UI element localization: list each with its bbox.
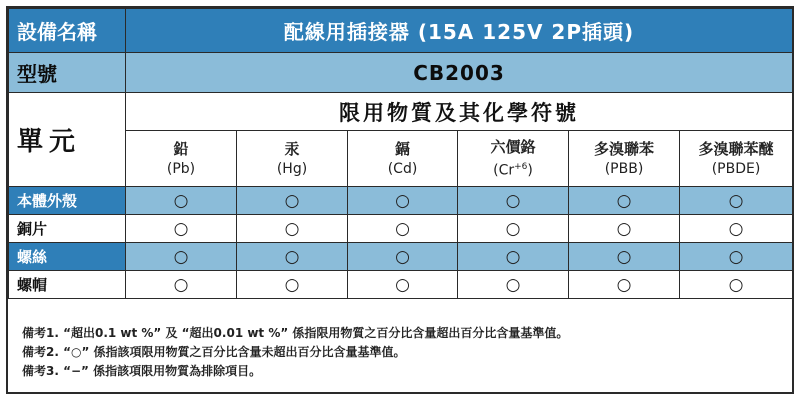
- status-mark: ○: [126, 187, 237, 215]
- status-mark: ○: [680, 243, 793, 271]
- row-label: 螺帽: [9, 271, 126, 299]
- status-mark: ○: [237, 215, 348, 243]
- remark-1: 備考1. “超出0.1 wt %” 及 “超出0.01 wt %” 係指限用物質之百分比含量超出百分比含量基準值。: [22, 326, 569, 340]
- status-mark: ○: [458, 271, 569, 299]
- row-label: 本體外殼: [9, 187, 126, 215]
- status-mark: ○: [126, 271, 237, 299]
- remark-2: 備考2. “○” 係指該項限用物質之百分比含量未超出百分比含量基準值。: [22, 345, 406, 359]
- table-row-nut: [9, 271, 793, 299]
- model-value: CB2003: [126, 53, 793, 93]
- status-mark: ○: [680, 215, 793, 243]
- remarks-section: [8, 319, 792, 392]
- status-mark: ○: [680, 187, 793, 215]
- status-mark: ○: [569, 187, 680, 215]
- substance-pbde: 多溴聯苯醚 (PBDE): [680, 131, 793, 187]
- status-mark: ○: [348, 215, 458, 243]
- substance-mercury: 汞 (Hg): [237, 131, 348, 187]
- status-mark: ○: [569, 243, 680, 271]
- status-mark: ○: [458, 243, 569, 271]
- remark-3: 備考3. “−” 係指該項限用物質為排除項目。: [22, 364, 262, 378]
- unit-label: 單元: [9, 93, 126, 187]
- status-mark: ○: [348, 243, 458, 271]
- row-label: 銅片: [9, 215, 126, 243]
- device-name-label: 設備名稱: [9, 9, 126, 53]
- status-mark: ○: [126, 215, 237, 243]
- substances-header: 限用物質及其化學符號: [126, 93, 793, 131]
- status-mark: ○: [569, 215, 680, 243]
- substance-header-row: [9, 131, 793, 187]
- substance-hexavalent-chromium: 六價鉻 $(Cr^{+6})$: [458, 131, 569, 187]
- status-mark: ○: [126, 243, 237, 271]
- table-row-screw: [9, 243, 793, 271]
- status-mark: ○: [680, 271, 793, 299]
- table-row-body-housing: [9, 187, 793, 215]
- status-mark: ○: [348, 271, 458, 299]
- restricted-substances-table: [8, 8, 793, 299]
- status-mark: ○: [458, 187, 569, 215]
- status-mark: ○: [348, 187, 458, 215]
- row-label: 螺絲: [9, 243, 126, 271]
- status-mark: ○: [237, 271, 348, 299]
- substance-lead: 鉛 (Pb): [126, 131, 237, 187]
- status-mark: ○: [237, 243, 348, 271]
- rohs-declaration-table-frame: [6, 6, 794, 394]
- table-row-copper: [9, 215, 793, 243]
- substance-pbb: 多溴聯苯 (PBB): [569, 131, 680, 187]
- status-mark: ○: [237, 187, 348, 215]
- status-mark: ○: [458, 215, 569, 243]
- status-mark: ○: [569, 271, 680, 299]
- device-name-value: 配線用插接器 (15A 125V 2P插頭): [126, 9, 793, 53]
- model-label: 型號: [9, 53, 126, 93]
- substance-cadmium: 鎘 (Cd): [348, 131, 458, 187]
